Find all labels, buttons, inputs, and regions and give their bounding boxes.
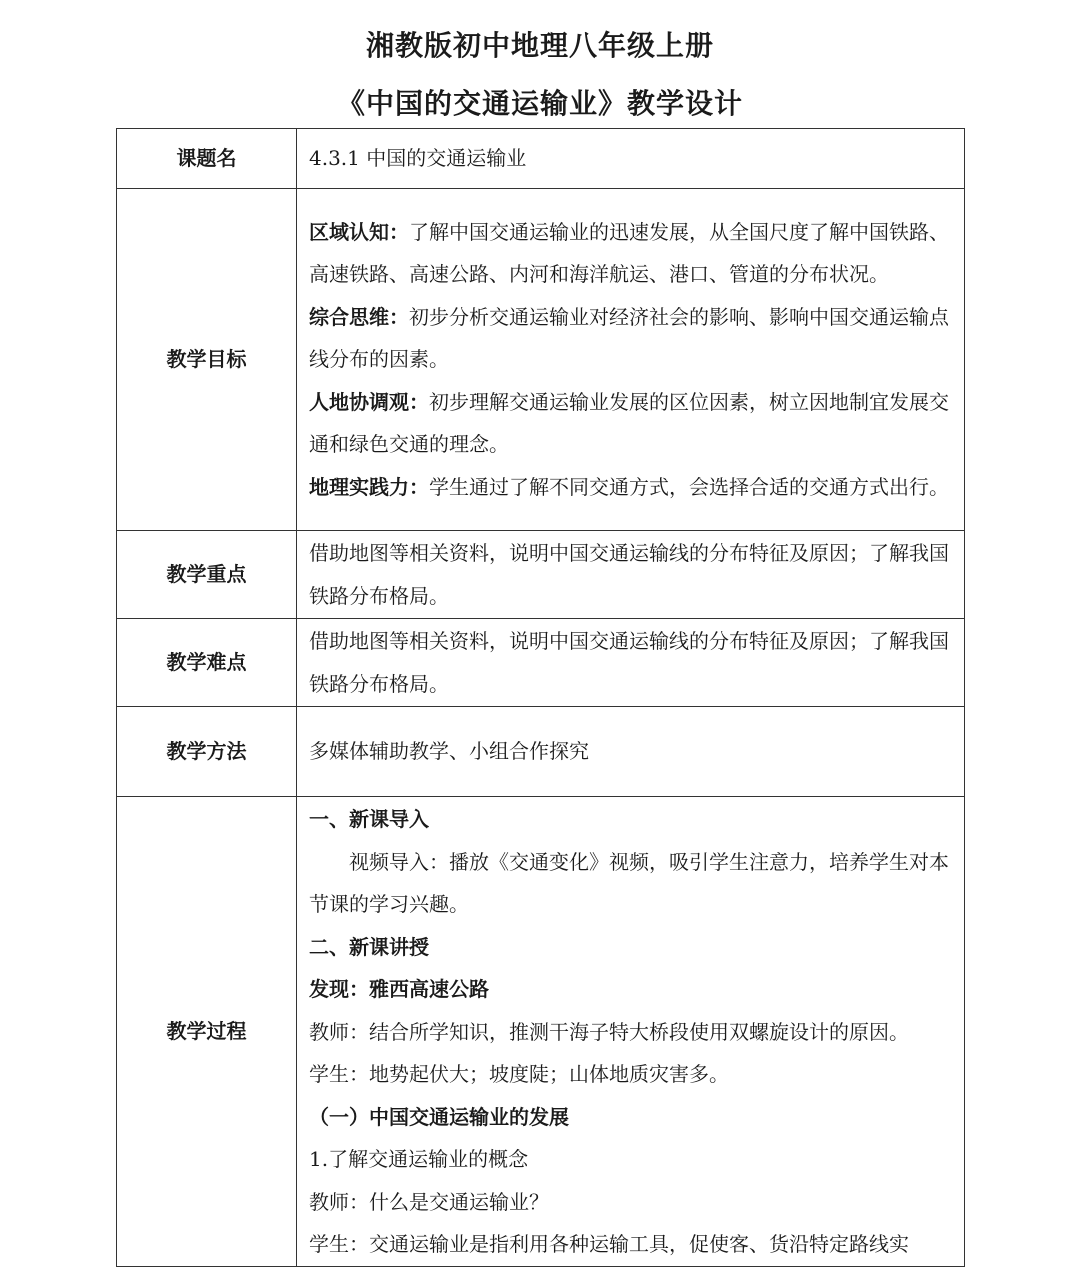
process-point-title: 1.了解交通运输业的概念 [309,1147,529,1171]
process-content [297,797,965,1267]
topic-value: 4.3.1 中国的交通运输业 [297,129,965,189]
process-row [117,797,965,1267]
objective-text: 初步分析交通运输业对经济社会的影响、影响中国交通运输点线分布的因素。 [309,304,949,372]
objective-item [309,381,954,466]
methods-row [117,707,965,797]
objective-head: 区域认知： [309,219,409,244]
process-teacher-question: 教师：什么是交通运输业？ [309,1189,549,1214]
process-subsection-title: （一）中国交通运输业的发展 [309,1104,569,1129]
key-points-value: 借助地图等相关资料，说明中国交通运输线的分布特征及原因；了解我国铁路分布格局。 [297,531,965,619]
objective-head: 人地协调观： [309,389,429,414]
process-teacher-question: 教师：结合所学知识，推测干海子特大桥段使用双螺旋设计的原因。 [309,1019,909,1044]
objective-text: 学生通过了解不同交通方式，会选择合适的交通方式出行。 [429,474,949,499]
objective-item [309,296,954,381]
objectives-label: 教学目标 [117,189,297,531]
process-discovery-title: 发现：雅西高速公路 [309,977,489,1001]
process-student-answer: 学生：地势起伏大；坡度陡；山体地质灾害多。 [309,1062,729,1086]
methods-label: 教学方法 [117,707,297,797]
objective-head: 地理实践力： [309,474,429,499]
topic-row [117,129,965,189]
process-section1-title: 一、新课导入 [309,807,429,831]
key-points-label: 教学重点 [117,531,297,619]
document-title-line1: 湘教版初中地理八年级上册 [365,29,714,62]
difficult-points-row [117,619,965,707]
objectives-row [117,189,965,531]
objective-item [309,466,954,509]
methods-value: 多媒体辅助教学、小组合作探究 [297,707,965,797]
process-student-answer: 学生：交通运输业是指利用各种运输工具，促使客、货沿特定路线实 [309,1232,909,1256]
difficult-points-value: 借助地图等相关资料，说明中国交通运输线的分布特征及原因；了解我国铁路分布格局。 [297,619,965,707]
objectives-content [297,189,965,531]
difficult-points-label: 教学难点 [117,619,297,707]
document-title-line2: 《中国的交通运输业》教学设计 [336,87,743,120]
objective-text: 了解中国交通运输业的迅速发展，从全国尺度了解中国铁路、高速铁路、高速公路、内河和海洋航运、港口、管道的分布状况。 [309,219,949,287]
objective-text: 初步理解交通运输业发展的区位因素，树立因地制宜发展交通和绿色交通的理念。 [309,389,949,457]
objective-item [309,211,954,296]
topic-label: 课题名 [117,129,297,189]
process-label: 教学过程 [117,797,297,1267]
process-section1-text: 视频导入：播放《交通变化》视频，吸引学生注意力，培养学生对本节课的学习兴趣。 [309,849,949,916]
objective-head: 综合思维： [309,304,409,329]
key-points-row [117,531,965,619]
process-section2-title: 二、新课讲授 [309,934,429,959]
lesson-plan-table [116,128,965,1267]
